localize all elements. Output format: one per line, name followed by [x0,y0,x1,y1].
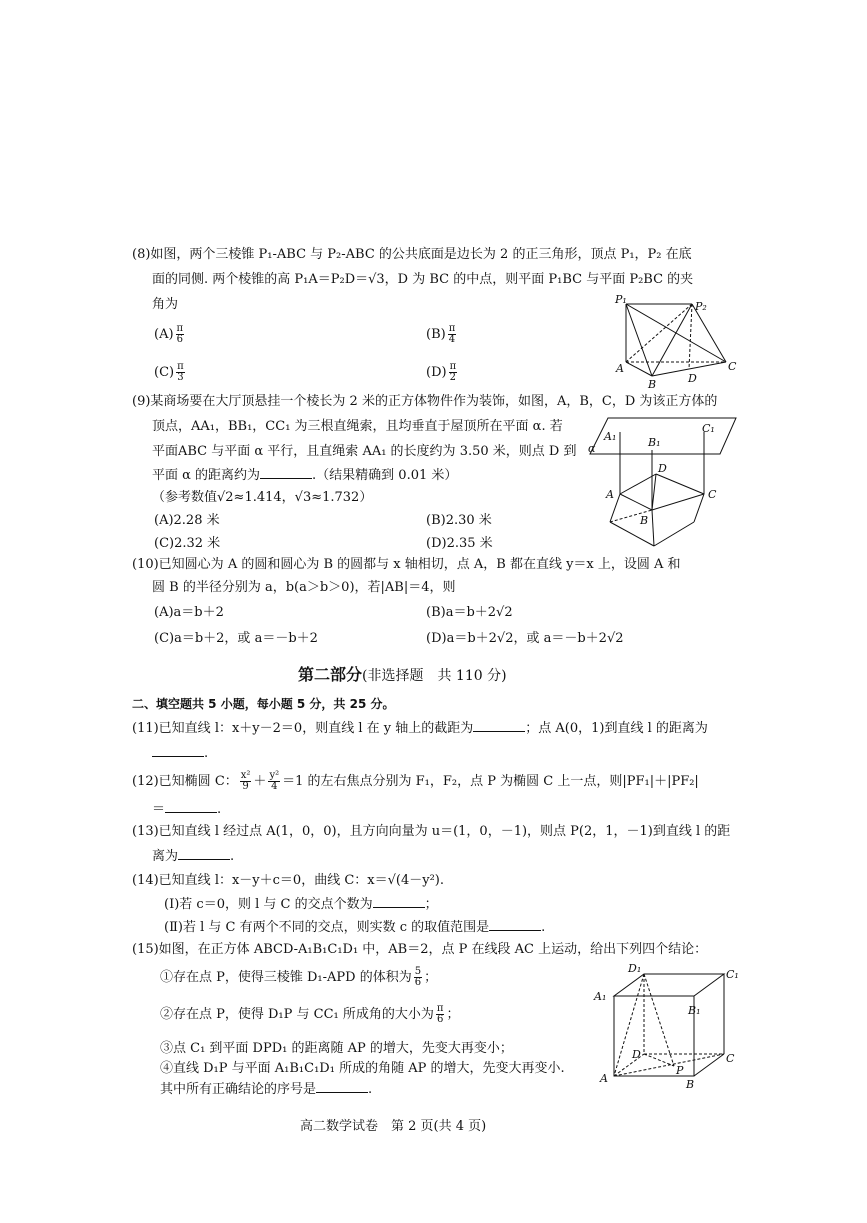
q10-option-c: (C)a＝b＋2，或 a＝－b＋2 [154,631,318,646]
q8-pyramid-figure [612,290,742,390]
label-c1: C₁ [702,422,715,435]
label-d: D [688,372,697,385]
q10-line1: (10)已知圆心为 A 的圆和圆心为 B 的圆都与 x 轴相切，点 A，B 都在直线 y＝x 上，设圆 A 和 [132,557,681,572]
q8-option-d: (D) $\frac{\pi}{2}$ [426,361,457,383]
label-c: C [728,360,737,373]
q15-conclusion-3: ③点 C₁ 到平面 DPD₁ 的距离随 AP 的增大，先变大再变小； [160,1041,513,1056]
label-a: A [600,1072,608,1085]
label-p2: P₂ [695,300,707,313]
answer-blank[interactable] [165,800,217,813]
answer-blank[interactable] [473,719,525,732]
q15-conclusion-4: ④直线 D₁P 与平面 A₁B₁C₁D₁ 所成的角随 AP 的增大，先变大再变小. [160,1061,565,1076]
q9-reference: （参考数值√2≈1.414，√3≈1.732） [152,490,373,505]
q13-line1: (13)已知直线 l 经过点 A(1，0，0)，且方向向量为 u＝(1，0，－1)，则点 P(2，1，－1)到直线 l 的距 [132,824,731,839]
label-d: D [632,1048,641,1061]
q8-line1: (8)如图，两个三棱锥 P₁-ABC 与 P₂-ABC 的公共底面是边长为 2 的正三角形，顶点 P₁，P₂ 在底 [132,247,692,262]
q15-cube-figure [590,962,740,1092]
label-p: P [676,1064,684,1077]
part2-title: 第二部分(非选择题 共 110 分) [298,665,507,684]
label-alpha: α [588,442,596,455]
q14-part2: (Ⅱ)若 l 与 C 有两个不同的交点，则实数 c 的取值范围是 . [164,920,546,935]
q10-option-b: (B)a＝b＋2√2 [426,605,513,620]
q8-line2: 面的同侧. 两个棱锥的高 P₁A＝P₂D＝√3，D 为 BC 的中点，则平面 P₁BC 与平面 P₂BC 的夹 [152,272,694,287]
answer-blank[interactable] [489,918,541,931]
q8-line3: 角为 [152,297,179,312]
label-p1: P₁ [615,293,627,306]
label-a: A [616,362,624,375]
q9-option-b: (B)2.30 米 [426,513,492,528]
label-b1: B₁ [648,436,661,449]
label-a: A [606,488,614,501]
q9-line1: (9)某商场要在大厅顶悬挂一个棱长为 2 米的正方体物件作为装饰，如图，A，B，C，D 为该正方体的 [132,394,718,409]
q11-line2: . [152,744,208,763]
q9-line3: 平面ABC 与平面 α 平行，且直绳索 AA₁ 的长度约为 3.50 米，则点 D 到 [152,444,577,459]
label-b1: B₁ [688,1004,701,1017]
label-c: C [708,488,717,501]
label-a1: A₁ [594,990,607,1003]
label-b: B [640,514,649,527]
q9-option-d: (D)2.35 米 [426,536,493,551]
label-c1: C₁ [726,968,739,981]
answer-blank[interactable] [152,744,204,757]
label-d: D [658,462,667,475]
page-footer: 高二数学试卷 第 2 页(共 4 页) [300,1119,487,1134]
q10-line2: 圆 B 的半径分别为 a，b(a＞b＞0)，若|AB|＝4，则 [152,580,456,595]
label-a1: A₁ [604,430,617,443]
q9-line4: 平面 α 的距离约为 .（结果精确到 0.01 米） [152,468,458,483]
q12-line1: (12)已知椭圆 C： $\frac{\text{x²}}{9}$ ＋ $\frac{\text{y²}}{4}$ ＝1 的左右焦点分别为 F₁，F₂，点 P 为椭圆 C 上一点，则|PF₁|＋|PF₂| [132,770,699,792]
answer-blank[interactable] [316,1080,368,1093]
q15-line1: (15)如图，在正方体 ABCD-A₁B₁C₁D₁ 中，AB＝2，点 P 在线段 AC 上运动，给出下列四个结论： [132,942,708,957]
q15-conclusion-2: ②存在点 P，使得 D₁P 与 CC₁ 所成角的大小为 $\frac{\pi}{6}$ ； [160,1003,460,1025]
label-d1: D₁ [628,962,642,975]
q9-option-c: (C)2.32 米 [154,536,221,551]
label-c: C [726,1052,735,1065]
q15-answer-line: 其中所有正确结论的序号是 . [160,1082,373,1097]
q14-line1: (14)已知直线 l：x－y＋c＝0，曲线 C：x＝√(4－y²). [132,873,445,888]
q10-option-d: (D)a＝b＋2√2，或 a＝－b＋2√2 [426,631,624,646]
label-b: B [648,378,657,390]
answer-blank[interactable] [373,895,425,908]
q9-line2: 顶点，AA₁，BB₁，CC₁ 为三根直绳索，且均垂直于屋顶所在平面 α. 若 [152,419,563,434]
q15-conclusion-1: ①存在点 P，使得三棱锥 D₁-APD 的体积为 $\frac{5}{6}$ ； [160,966,438,988]
q8-option-a: (A) $\frac{\pi}{6}$ [154,323,184,345]
q14-part1: (Ⅰ)若 c＝0，则 l 与 C 的交点个数为 ； [164,897,438,912]
q9-option-a: (A)2.28 米 [154,513,220,528]
q10-option-a: (A)a＝b＋2 [154,605,224,620]
q11-line1: (11)已知直线 l：x＋y－2＝0，则直线 l 在 y 轴上的截距为 ；点 A(0，1)到直线 l 的距离为 [132,721,708,736]
q13-line2: 离为 . [152,849,235,864]
q9-cube-figure [584,410,744,555]
q12-line2: ＝ . [152,802,222,817]
q8-option-b: (B) $\frac{\pi}{4}$ [426,323,456,345]
section2-heading: 二、填空题共 5 小题，每小题 5 分，共 25 分。 [132,697,395,711]
answer-blank[interactable] [178,847,230,860]
answer-blank[interactable] [260,466,312,479]
q8-option-c: (C) $\frac{\pi}{3}$ [154,361,184,383]
label-b: B [686,1078,695,1091]
